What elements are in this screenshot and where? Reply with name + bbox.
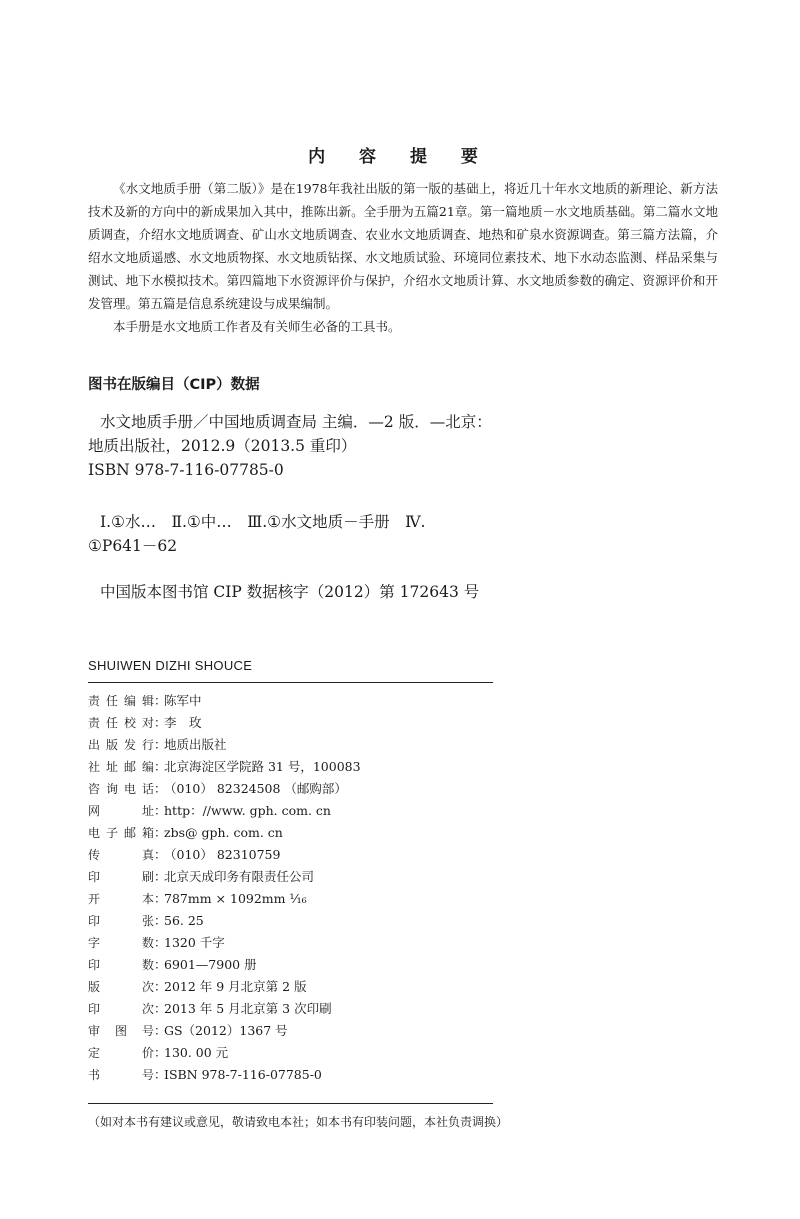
info-label: 印 张: [88, 914, 154, 928]
info-row: [88, 866, 508, 888]
info-label: 传 真: [88, 848, 154, 862]
info-value: 北京海淀区学院路 31 号，100083: [164, 759, 361, 774]
info-colon: ：: [154, 825, 167, 840]
info-colon: ：: [154, 803, 167, 818]
summary-paragraph: 《水文地质手册（第二版）》是在1978年我社出版的第一版的基础上，将近几十年水文地质的新理论、新方法技术及新的方向中的新成果加入其中，推陈出新。全手册为五篇21章。第一篇地质－水文地质基础。第二篇水文地质调查，介绍水文地质调查、矿山水文地质调查、农业水文地质调查、地热和矿泉水资源调查。第三篇方法篇，介绍水文地质遥感、水文地质物探、水文地质钻探、水文地质试验、环境同位素技术、地下水动态监测、样品采集与测试、地下水模拟技术。第四篇地下水资源评价与保护，介绍水文地质计算、水文地质参数的确定、资源评价和开发管理。第五篇是信息系统建设与成果编制。: [88, 181, 718, 311]
info-colon: ：: [154, 1001, 167, 1016]
info-value: （010） 82310759: [164, 847, 281, 862]
info-row: [88, 778, 508, 800]
info-colon: ：: [154, 759, 167, 774]
info-colon: ：: [154, 737, 167, 752]
info-label: 字 数: [88, 936, 154, 950]
pinyin-title: SHUIWEN DIZHI SHOUCE: [88, 658, 253, 673]
info-value: 787mm × 1092mm ¹⁄₁₆: [164, 891, 307, 906]
info-row: [88, 954, 508, 976]
info-row: [88, 998, 508, 1020]
info-label: 咨询电话: [88, 782, 154, 796]
cip-heading: 图书在版编目（CIP）数据: [88, 377, 260, 393]
info-value: 2012 年 9 月北京第 2 版: [164, 979, 307, 994]
info-value: 1320 千字: [164, 935, 225, 950]
cip-number: [88, 580, 528, 604]
info-value: 地质出版社: [164, 737, 227, 752]
divider: [88, 1103, 493, 1104]
info-colon: ：: [154, 979, 167, 994]
info-row: [88, 1020, 508, 1042]
info-value: zbs@ gph. com. cn: [164, 825, 283, 840]
info-row: [88, 1064, 508, 1086]
page-title: 内 容 提 要: [308, 147, 492, 167]
info-value: http：//www. gph. com. cn: [164, 803, 331, 818]
info-label: 责任校对: [88, 716, 154, 730]
info-colon: ：: [154, 781, 167, 796]
info-row: [88, 800, 508, 822]
cip-record: [88, 410, 528, 482]
info-label: 出版发行: [88, 738, 154, 752]
cip-line: 地质出版社，2012.9（2013.5 重印）: [88, 437, 357, 455]
info-value: 6901—7900 册: [164, 957, 257, 972]
info-value: ISBN 978-7-116-07785-0: [164, 1067, 322, 1082]
info-row: [88, 822, 508, 844]
cip-line: ①P641－62: [88, 537, 178, 555]
info-row: [88, 976, 508, 998]
info-row: [88, 844, 508, 866]
info-colon: ：: [154, 693, 167, 708]
cip-line: 中国版本图书馆 CIP 数据核字（2012）第 172643 号: [100, 583, 480, 601]
info-label: 电子邮箱: [88, 826, 154, 840]
summary: [88, 177, 718, 338]
info-label: 网 址: [88, 804, 154, 818]
info-value: 陈军中: [164, 693, 202, 708]
info-value: （010） 82324508 （邮购部）: [164, 781, 347, 796]
info-label: 书 号: [88, 1068, 154, 1082]
info-row: [88, 932, 508, 954]
info-colon: ：: [154, 847, 167, 862]
info-colon: ：: [154, 1023, 167, 1038]
info-row: [88, 690, 508, 712]
cip-classification: [88, 510, 528, 558]
info-colon: ：: [154, 869, 167, 884]
info-colon: ：: [154, 1067, 167, 1082]
info-row: [88, 712, 508, 734]
info-label: 社址邮编: [88, 760, 154, 774]
cip-line: 水文地质手册／中国地质调查局 主编．—2 版．—北京：: [100, 413, 492, 431]
info-label: 开 本: [88, 892, 154, 906]
info-value: 56. 25: [164, 913, 204, 928]
divider: [88, 682, 493, 683]
info-label: 印 数: [88, 958, 154, 972]
info-value: 2013 年 5 月北京第 3 次印刷: [164, 1001, 332, 1016]
note: （如对本书有建议或意见，敬请致电本社；如本书有印装问题，本社负责调换）: [88, 1115, 509, 1129]
cip-line: Ⅰ.①水… Ⅱ.①中… Ⅲ.①水文地质－手册 Ⅳ.: [100, 513, 426, 531]
info-label: 责任编辑: [88, 694, 154, 708]
publication-info: [88, 690, 508, 1086]
summary-paragraph: 本手册是水文地质工作者及有关师生必备的工具书。: [113, 319, 401, 334]
info-row: [88, 1042, 508, 1064]
info-colon: ：: [154, 935, 167, 950]
info-colon: ：: [154, 913, 167, 928]
info-colon: ：: [154, 1045, 167, 1060]
info-row: [88, 910, 508, 932]
info-value: 北京天成印务有限责任公司: [164, 869, 315, 884]
info-row: [88, 756, 508, 778]
info-value: 李 玫: [164, 715, 202, 730]
info-colon: ：: [154, 891, 167, 906]
info-value: 130. 00 元: [164, 1045, 229, 1060]
info-label: 版 次: [88, 980, 154, 994]
info-label: 定 价: [88, 1046, 154, 1060]
cip-line: ISBN 978-7-116-07785-0: [88, 461, 284, 479]
info-value: GS（2012）1367 号: [164, 1023, 288, 1038]
info-label: 审 图 号: [88, 1024, 154, 1038]
info-colon: ：: [154, 957, 167, 972]
info-label: 印 次: [88, 1002, 154, 1016]
info-row: [88, 888, 508, 910]
info-label: 印 刷: [88, 870, 154, 884]
info-row: [88, 734, 508, 756]
info-colon: ：: [154, 715, 167, 730]
